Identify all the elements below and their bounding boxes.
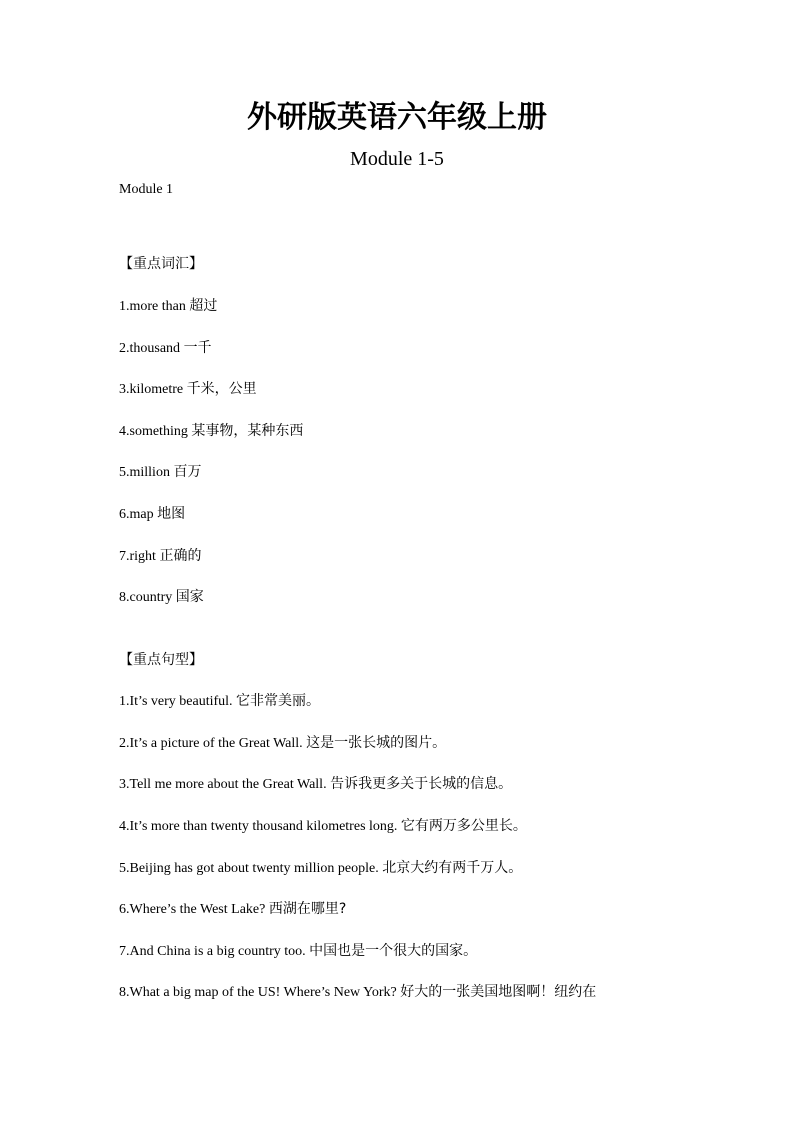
- vocab-en: 4.something: [119, 424, 192, 439]
- sentence-item: [119, 816, 739, 837]
- vocab-cn: 某事物，某种东西: [191, 423, 304, 439]
- vocab-cn: 百万: [173, 464, 202, 480]
- vocab-item: [119, 504, 739, 525]
- sentence-item: [119, 858, 739, 879]
- sentence-item: [119, 982, 739, 1003]
- vocab-cn: 地图: [157, 506, 186, 522]
- vocab-item: [119, 338, 739, 359]
- vocab-item: [119, 546, 739, 567]
- sentence-en: 1.It’s very beautiful.: [119, 694, 237, 709]
- sentence-en: 6.Where’s the West Lake?: [119, 902, 269, 917]
- vocab-item: [119, 296, 739, 317]
- sentence-cn: 它有两万多公里长。: [400, 818, 527, 834]
- vocab-heading: 【重点词汇】: [119, 256, 203, 272]
- vocab-item: [119, 421, 739, 442]
- vocab-item: [119, 462, 739, 483]
- sentence-cn: 它非常美丽。: [236, 693, 321, 709]
- vocab-cn: 国家: [175, 589, 204, 605]
- sentence-cn: 好大的一张美国地图啊！纽约在: [400, 984, 597, 1000]
- vocab-en: 8.country: [119, 590, 176, 605]
- sentence-en: 3.Tell me more about the Great Wall.: [119, 777, 331, 792]
- sentence-cn: 告诉我更多关于长城的信息。: [330, 776, 513, 792]
- vocab-en: 3.kilometre: [119, 382, 187, 397]
- sentence-item: [119, 899, 739, 920]
- sentence-en: 7.And China is a big country too.: [119, 944, 310, 959]
- vocab-cn: 正确的: [159, 548, 202, 564]
- sentence-item: [119, 691, 739, 712]
- sentence-item: [119, 774, 739, 795]
- sentence-en: 2.It’s a picture of the Great Wall.: [119, 736, 307, 751]
- document-title: 外研版英语六年级上册: [247, 100, 547, 135]
- sentence-item: [119, 733, 739, 754]
- vocab-en: 1.more than: [119, 299, 190, 314]
- document-subtitle: Module 1-5: [350, 148, 444, 170]
- vocab-en: 5.million: [119, 465, 174, 480]
- sentence-cn: 北京大约有两千万人。: [382, 860, 523, 876]
- sentence-cn: 这是一张长城的图片。: [306, 735, 447, 751]
- vocab-en: 2.thousand: [119, 341, 184, 356]
- vocab-cn: 一千: [183, 340, 212, 356]
- sentences-heading: 【重点句型】: [119, 652, 203, 668]
- vocab-cn: 超过: [189, 298, 218, 314]
- vocab-cn: 千米，公里: [186, 381, 257, 397]
- sentence-item: [119, 941, 739, 962]
- sentence-cn: 西湖在哪里?: [268, 901, 347, 917]
- module-label: Module 1: [119, 182, 174, 197]
- sentence-en: 4.It’s more than twenty thousand kilometres long.: [119, 819, 401, 834]
- sentence-cn: 中国也是一个很大的国家。: [309, 943, 478, 959]
- sentence-en: 5.Beijing has got about twenty million people.: [119, 861, 383, 876]
- vocab-en: 7.right: [119, 549, 160, 564]
- vocab-item: [119, 587, 739, 608]
- vocab-en: 6.map: [119, 507, 158, 522]
- sentence-en: 8.What a big map of the US! Where’s New York?: [119, 985, 401, 1000]
- vocab-item: [119, 379, 739, 400]
